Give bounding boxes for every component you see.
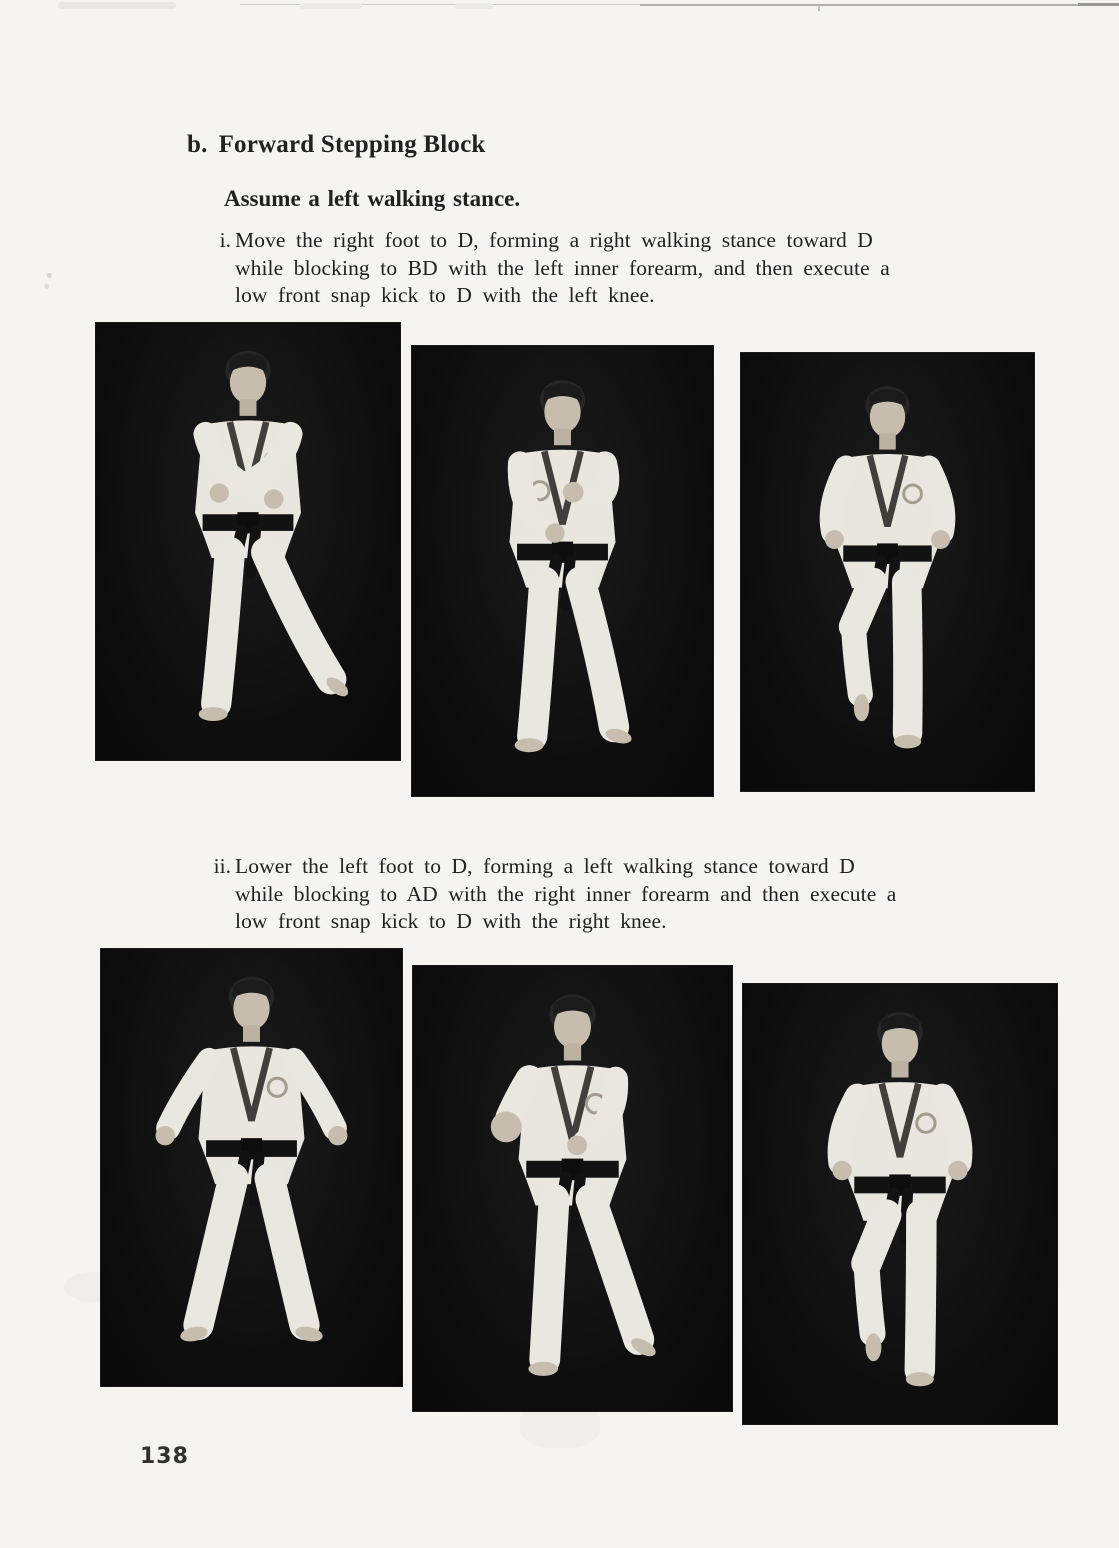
section-heading (187, 131, 486, 159)
photo-step-ii-3 (742, 983, 1058, 1425)
scan-artifact-line (1078, 3, 1119, 6)
item-i-text (235, 227, 890, 310)
scan-artifact-smudge (455, 3, 493, 9)
photo-step-ii-2 (412, 965, 733, 1412)
photo-step-i-3 (740, 352, 1035, 792)
photo-step-i-1 (95, 322, 401, 761)
photo-step-ii-1 (100, 948, 403, 1387)
practitioner-illustration (95, 322, 401, 761)
scan-artifact-tick (818, 5, 820, 11)
instruction-line: while blocking to BD with the left inner forearm, and then execute a (235, 255, 890, 280)
instruction-line: Lower the left foot to D, forming a left walking stance toward D (235, 854, 855, 878)
item-ii-text (235, 853, 896, 936)
instruction-line: low front snap kick to D with the right knee. (235, 909, 667, 933)
scan-artifact-line (640, 4, 1119, 6)
practitioner-illustration (100, 948, 403, 1387)
photo-step-i-2 (411, 345, 714, 797)
practitioner-illustration (742, 983, 1058, 1425)
item-ii-marker: ii. (213, 854, 231, 878)
scan-artifact-smudge (42, 272, 54, 290)
item-i-marker: i. (219, 228, 231, 252)
section-subtitle: Assume a left walking stance. (224, 186, 521, 211)
instruction-line: low front snap kick to D with the left knee. (235, 283, 655, 307)
scan-artifact-line (240, 4, 640, 5)
practitioner-illustration (411, 345, 714, 797)
instruction-line: Move the right foot to D, forming a right walking stance toward D (235, 228, 873, 252)
section-title: Forward Stepping Block (218, 131, 486, 158)
instruction-line: while blocking to AD with the right inner forearm and then execute a (235, 881, 897, 906)
practitioner-illustration (740, 352, 1035, 792)
practitioner-illustration (412, 965, 733, 1412)
section-marker: b. (187, 131, 208, 158)
scan-artifact-smudge (300, 3, 362, 9)
scan-artifact-smudge (58, 2, 176, 9)
page-number: 138 (140, 1444, 189, 1469)
